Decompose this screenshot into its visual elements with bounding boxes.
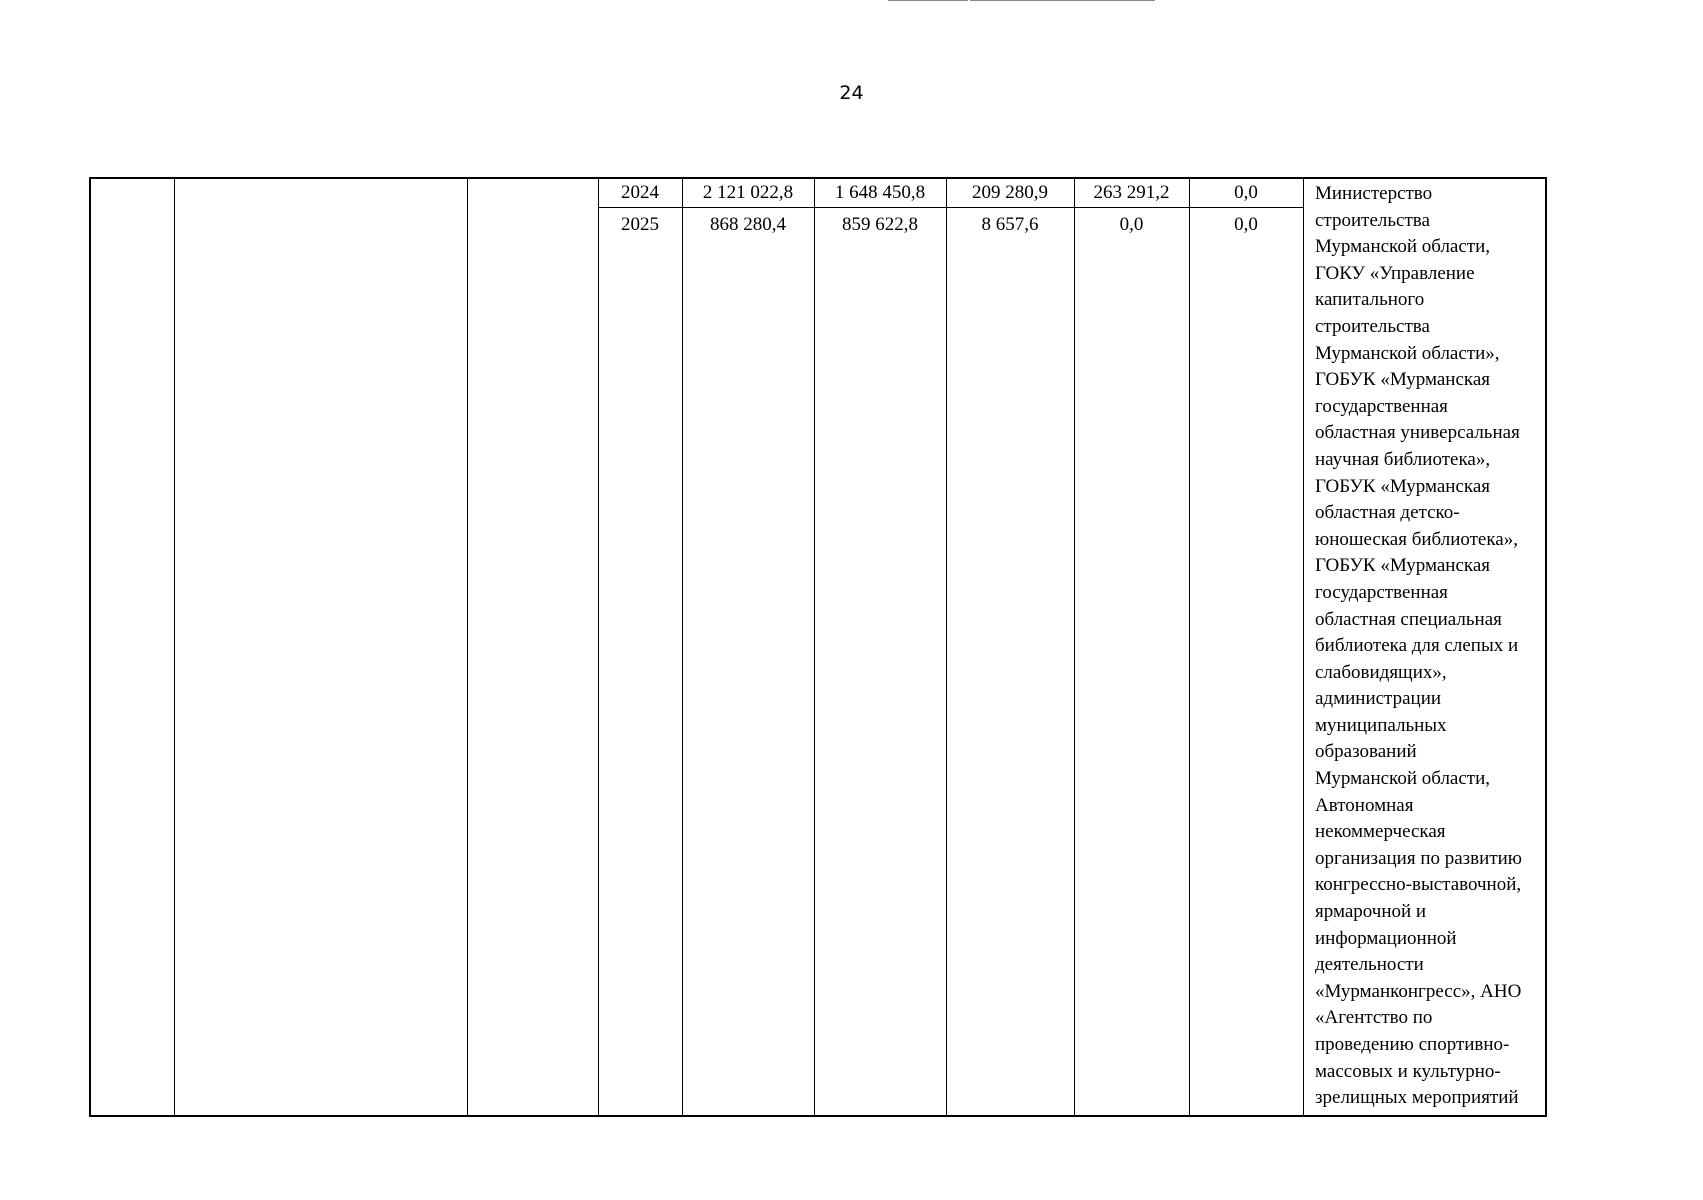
executor-line: ГОБУК «Мурманская xyxy=(1315,555,1491,577)
executor-line: проведению спортивно- xyxy=(1315,1034,1510,1055)
executor-line: ярмарочной и xyxy=(1315,901,1427,923)
executor-line: строительства xyxy=(1315,315,1430,337)
executor-line: областная специальная xyxy=(1315,608,1502,630)
column-divider xyxy=(814,177,815,1117)
executor-line: информационной xyxy=(1315,927,1457,949)
column-divider xyxy=(598,177,599,1117)
executor-line: областная универсальная xyxy=(1315,422,1520,444)
value-cell: 868 280,4 xyxy=(710,214,786,235)
scan-artifact-line xyxy=(888,0,968,1)
value-cell: 1 648 450,8 xyxy=(834,182,926,203)
executor-line: образований xyxy=(1315,741,1417,763)
value-cell: 0,0 xyxy=(1234,214,1258,235)
column-divider xyxy=(946,177,947,1117)
executor-line: строительства xyxy=(1315,209,1430,231)
column-divider xyxy=(174,177,175,1117)
executor-line: массовых и культурно- xyxy=(1315,1060,1501,1082)
executor-line: «Агентство по xyxy=(1315,1007,1433,1029)
scan-artifact-line xyxy=(970,0,1155,1)
column-divider xyxy=(1074,177,1075,1117)
executor-line: зрелищных мероприятий xyxy=(1315,1087,1519,1109)
executor-line: Мурманской области, xyxy=(1315,768,1491,790)
executor-line: конгрессно-выставочной, xyxy=(1315,874,1522,896)
value-cell: 263 291,2 xyxy=(1093,182,1170,203)
executor-line: муниципальных xyxy=(1315,714,1447,736)
value-cell: 209 280,9 xyxy=(972,182,1048,203)
executor-line: «Мурманконгресс», АНО xyxy=(1315,980,1522,1002)
executor-line: капитального xyxy=(1315,289,1425,311)
executor-line: областная детско- xyxy=(1315,502,1460,524)
executor-line: библиотека для слепых и xyxy=(1315,635,1519,657)
executor-line: Мурманской области, xyxy=(1315,236,1491,258)
executor-line: научная библиотека», xyxy=(1315,448,1491,470)
executor-line: юношеская библиотека», xyxy=(1315,528,1518,550)
executor-line: ГОБУК «Мурманская xyxy=(1315,475,1491,497)
executor-line: государственная xyxy=(1315,581,1448,603)
column-divider xyxy=(467,177,468,1117)
value-cell: 8 657,6 xyxy=(981,214,1039,235)
executor-line: Автономная xyxy=(1315,794,1414,816)
executor-line: некоммерческая xyxy=(1315,821,1446,843)
year-cell: 2025 xyxy=(621,214,659,235)
column-divider xyxy=(1303,177,1304,1117)
executor-line: слабовидящих», xyxy=(1315,661,1447,683)
executor-line: Мурманской области», xyxy=(1315,342,1500,364)
executor-line: организация по развитию xyxy=(1315,847,1522,869)
executor-line: деятельности xyxy=(1315,954,1424,976)
executor-line: администрации xyxy=(1315,688,1442,710)
value-cell: 0,0 xyxy=(1119,214,1144,235)
value-cell: 859 622,8 xyxy=(842,214,918,235)
executor-line: государственная xyxy=(1315,395,1448,417)
budget-table xyxy=(89,177,1547,1117)
value-cell: 0,0 xyxy=(1234,182,1258,203)
executor-line: Министерство xyxy=(1315,183,1433,204)
row-divider xyxy=(598,207,1303,208)
column-divider xyxy=(1189,177,1190,1117)
executor-line: ГОБУК «Мурманская xyxy=(1315,369,1491,391)
column-divider xyxy=(682,177,683,1117)
year-cell: 2024 xyxy=(621,182,659,203)
executor-cell xyxy=(1315,181,1547,1112)
executor-line: ГОКУ «Управление xyxy=(1315,262,1475,284)
value-cell: 2 121 022,8 xyxy=(702,182,794,203)
page-number: 24 xyxy=(839,82,864,104)
